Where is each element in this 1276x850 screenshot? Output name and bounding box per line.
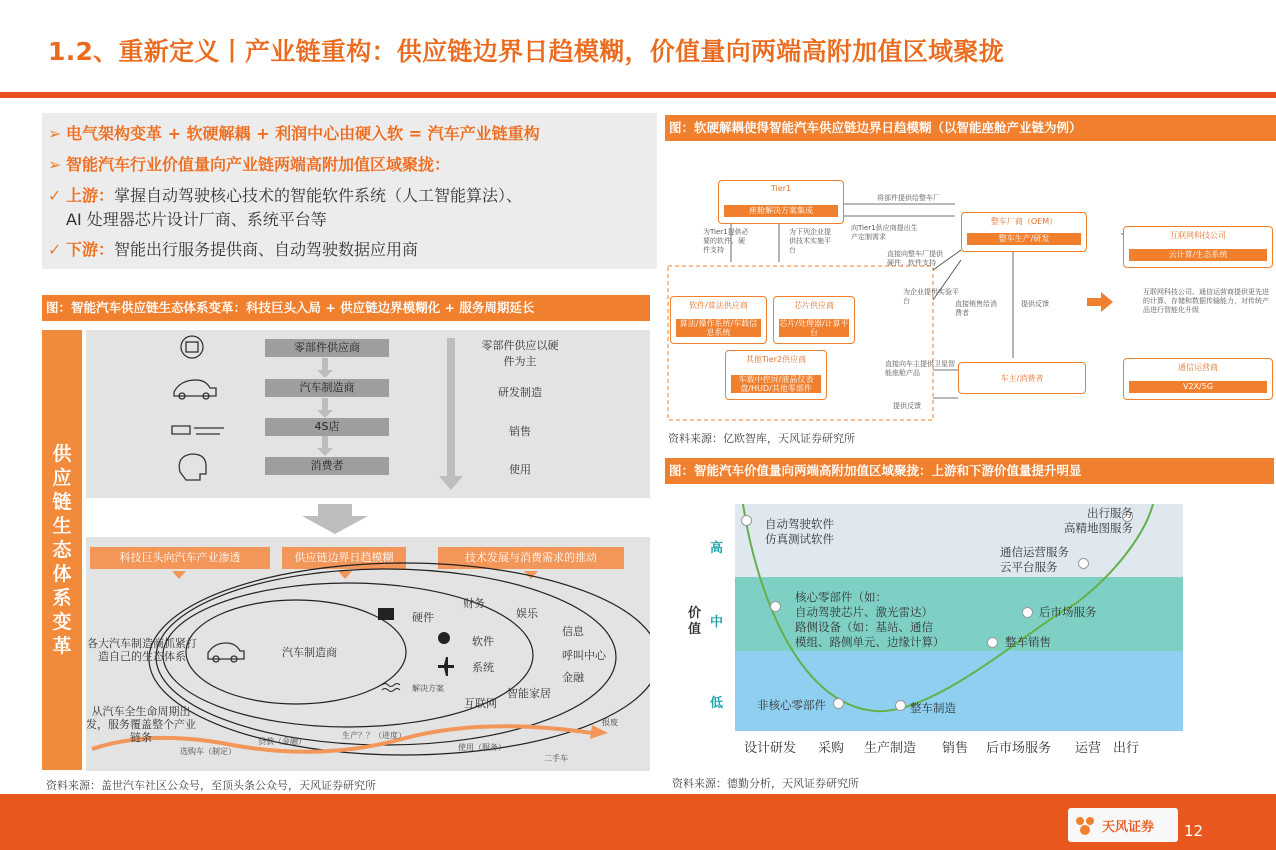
point-operation (1078, 558, 1089, 569)
point-procure-noncore (833, 698, 844, 709)
page-title: 1.2、重新定义丨产业链重构：供应链边界日趋模糊，价值量向两端高附加值区域聚拢 (48, 37, 1004, 66)
point-design (741, 515, 752, 526)
oem-node: 整车厂商（OEM） 整车生产/研发 (961, 212, 1087, 252)
anno-direct-oem: 直接向整车厂提供硬件、软件支持 (887, 250, 943, 267)
label-operation: 通信运营服务 云平台服务 (1000, 545, 1069, 574)
label-procure-core: 核心零部件（如： 自动驾驶芯片、激光雷达） 路侧设备（如：基站、通信 模组、路侧单元、边缘计算） (795, 590, 945, 649)
bullet-2: ➢ 智能汽车行业价值量向产业链两端高附加值区域聚拢： (48, 155, 451, 174)
fig2-header: 图：软硬解耦使得智能汽车供应链边界日趋模糊（以智能座舱产业链为例） (665, 115, 1276, 141)
anno-feedback-2: 提供反馈 (893, 402, 921, 410)
driver-boundary-blur: 供应链边界日趋模糊 (282, 547, 406, 569)
xtick-design: 设计研发 (744, 741, 797, 756)
bullet-upstream-line2: AI 处理器芯片设计厂商、系统平台等 (66, 210, 327, 229)
ellipse-entertainment: 娱乐 (516, 607, 538, 620)
anno-direct-sale: 直接销售给消费者 (955, 300, 997, 317)
ellipse-system: 系统 (472, 661, 494, 674)
chain-role-supply: 零部件供应以硬件为主 (481, 339, 559, 368)
anno-platform: 为下列企业提供技术实施平台 (789, 228, 831, 254)
ellipse-finance: 财务 (463, 597, 485, 610)
xtick-operation: 运营 (1075, 741, 1102, 756)
label-sales: 整车销售 (1005, 635, 1051, 649)
ellipse-internet: 互联网 (464, 697, 497, 710)
transition-arrow-icon (300, 504, 370, 534)
chain-node-supplier: 零部件供应商 (265, 339, 389, 357)
ellipse-solution: 解决方案 (412, 684, 444, 693)
ellipse-callcenter: 呼叫中心 (562, 649, 606, 662)
level-low: 低 (710, 696, 724, 711)
point-sales (987, 637, 998, 648)
chain-node-4s: 4S店 (265, 418, 389, 436)
xtick-mobility: 出行 (1113, 741, 1140, 756)
fig1-header: 图：智能汽车供应链生态体系变革：科技巨头入局 + 供应链边界模糊化 + 服务周期延长 (42, 295, 650, 321)
fig3-header: 图：智能汽车价值量向两端高附加值区域聚拢：上游和下游价值量提升明显 (665, 458, 1274, 484)
label-procure-noncore: 非核心零部件 (757, 698, 826, 712)
chain-node-oem: 汽车制造商 (265, 379, 389, 397)
label-mobility: 出行服务 高精地图服务 (1064, 506, 1133, 535)
page-number: 12 (1184, 822, 1204, 840)
chain-role-use: 使用 (509, 463, 531, 476)
ellipse-software: 软件 (472, 635, 494, 648)
fig1-side-label: 供 应 链 生 态 体 系 变 革 (42, 330, 82, 770)
fig3-source: 资料来源：德勤分析，天风证券研究所 (672, 777, 859, 790)
anno-supply-oem: 将部件提供给整车厂 (877, 194, 940, 202)
lifecycle-use: 使用（服务） (458, 743, 506, 752)
internet-desc: 互联网科技公司、通信运营商提供更先进的计算、存储和数据传输能力，对传统产品进行智能化升级 (1143, 288, 1269, 314)
xtick-aftermarket: 后市场服务 (986, 741, 1052, 756)
lifecycle-used: 二手车 (544, 754, 568, 763)
lifecycle-produce: 生产？？（进度） (342, 731, 406, 740)
bullet-1: ➢ 电气架构变革 + 软硬解耦 + 利润中心由硬入软 = 汽车产业链重构 (48, 124, 540, 143)
xtick-procure: 采购 (818, 741, 845, 756)
consumer-node: 车主/消费者 (958, 362, 1086, 394)
traditional-chain-panel (86, 330, 650, 498)
chain-node-consumer: 消费者 (265, 457, 389, 475)
tier1-node: Tier1 座舱解决方案集成 (718, 180, 844, 224)
level-high: 高 (710, 541, 724, 556)
fig1-source: 资料来源：盖世汽车社区公众号，至顶头条公众号，天风证券研究所 (46, 779, 376, 792)
chain-role-sales: 销售 (509, 425, 531, 438)
fig2-source: 资料来源：亿欧智库，天风证券研究所 (668, 432, 855, 445)
driver-tech-demand: 技术发展与消费需求的推动 (438, 547, 624, 569)
chip-supplier-node: 芯片供应商 芯片/处理器/计算平台 (773, 296, 855, 344)
ecosystem-left-text: 各大汽车制造商抓紧打造自己的生态体系 (87, 637, 197, 663)
point-manufacturing (895, 700, 906, 711)
ellipse-hardware: 硬件 (412, 611, 434, 624)
label-manufacturing: 整车制造 (910, 701, 956, 715)
lifecycle-loan: 贷款（金融） (258, 737, 306, 746)
summary-box (42, 113, 657, 269)
company-logo-icon (1072, 813, 1098, 837)
ellipse-center-oem: 汽车制造商 (282, 646, 337, 659)
anno-custom: 向Tier1供应商提出生产定制需求 (851, 224, 918, 241)
tier2-node: 其他Tier2供应商 车载中控屏/液晶仪表盘/HUD/其他零部件 (725, 350, 827, 400)
company-name: 天风证券 (1102, 820, 1155, 835)
point-aftermarket (1022, 607, 1033, 618)
title-divider (0, 92, 1276, 98)
y-axis-label: 价值 (688, 606, 702, 637)
bullet-downstream: ✓ 下游：智能出行服务提供商、自动驾驶数据应用商 (48, 240, 419, 259)
label-aftermarket: 后市场服务 (1039, 605, 1097, 619)
lifecycle-buy: 选购车（制定） (180, 747, 236, 756)
chain-role-rd: 研发制造 (498, 386, 542, 399)
software-supplier-node: 软件/算法供应商 算法/操作系统/车载信息系统 (670, 296, 767, 344)
lifecycle-text: 从汽车全生命周期出发，服务覆盖整个产业链条 (86, 705, 196, 744)
anno-tier1-support: 为Tier1提供必要的软件、硬件支持 (703, 228, 749, 254)
bullet-upstream: ✓ 上游：掌握自动驾驶核心技术的智能软件系统（人工智能算法）、 (48, 186, 523, 205)
anno-test-platform: 为企业提供实验平台 (903, 288, 959, 305)
driver-tech-giants: 科技巨头向汽车产业渗透 (90, 547, 270, 569)
ellipse-smarthome: 智能家居 (507, 687, 551, 700)
level-mid: 中 (710, 615, 724, 630)
footer-logo (1068, 808, 1178, 842)
anno-direct-user: 直接向车主提供卫星智能座舱产品 (885, 360, 955, 377)
label-design: 自动驾驶软件 仿真测试软件 (765, 517, 834, 546)
ellipse-info: 信息 (562, 625, 584, 638)
point-procure-core (770, 601, 781, 612)
xtick-manufacture: 生产制造 (864, 741, 917, 756)
lifecycle-scrap: 报废 (602, 718, 618, 727)
telecom-node: 通信运营商 V2X/5G (1123, 358, 1273, 400)
fig2-diagram (665, 170, 1275, 425)
xtick-sales: 销售 (942, 741, 969, 756)
anno-feedback-1: 提供反馈 (1021, 300, 1049, 308)
ellipse-fintech: 金融 (562, 671, 584, 684)
ecosystem-panel (86, 537, 650, 771)
internet-node: 互联网科技公司 云计算/生态系统 (1123, 226, 1273, 268)
